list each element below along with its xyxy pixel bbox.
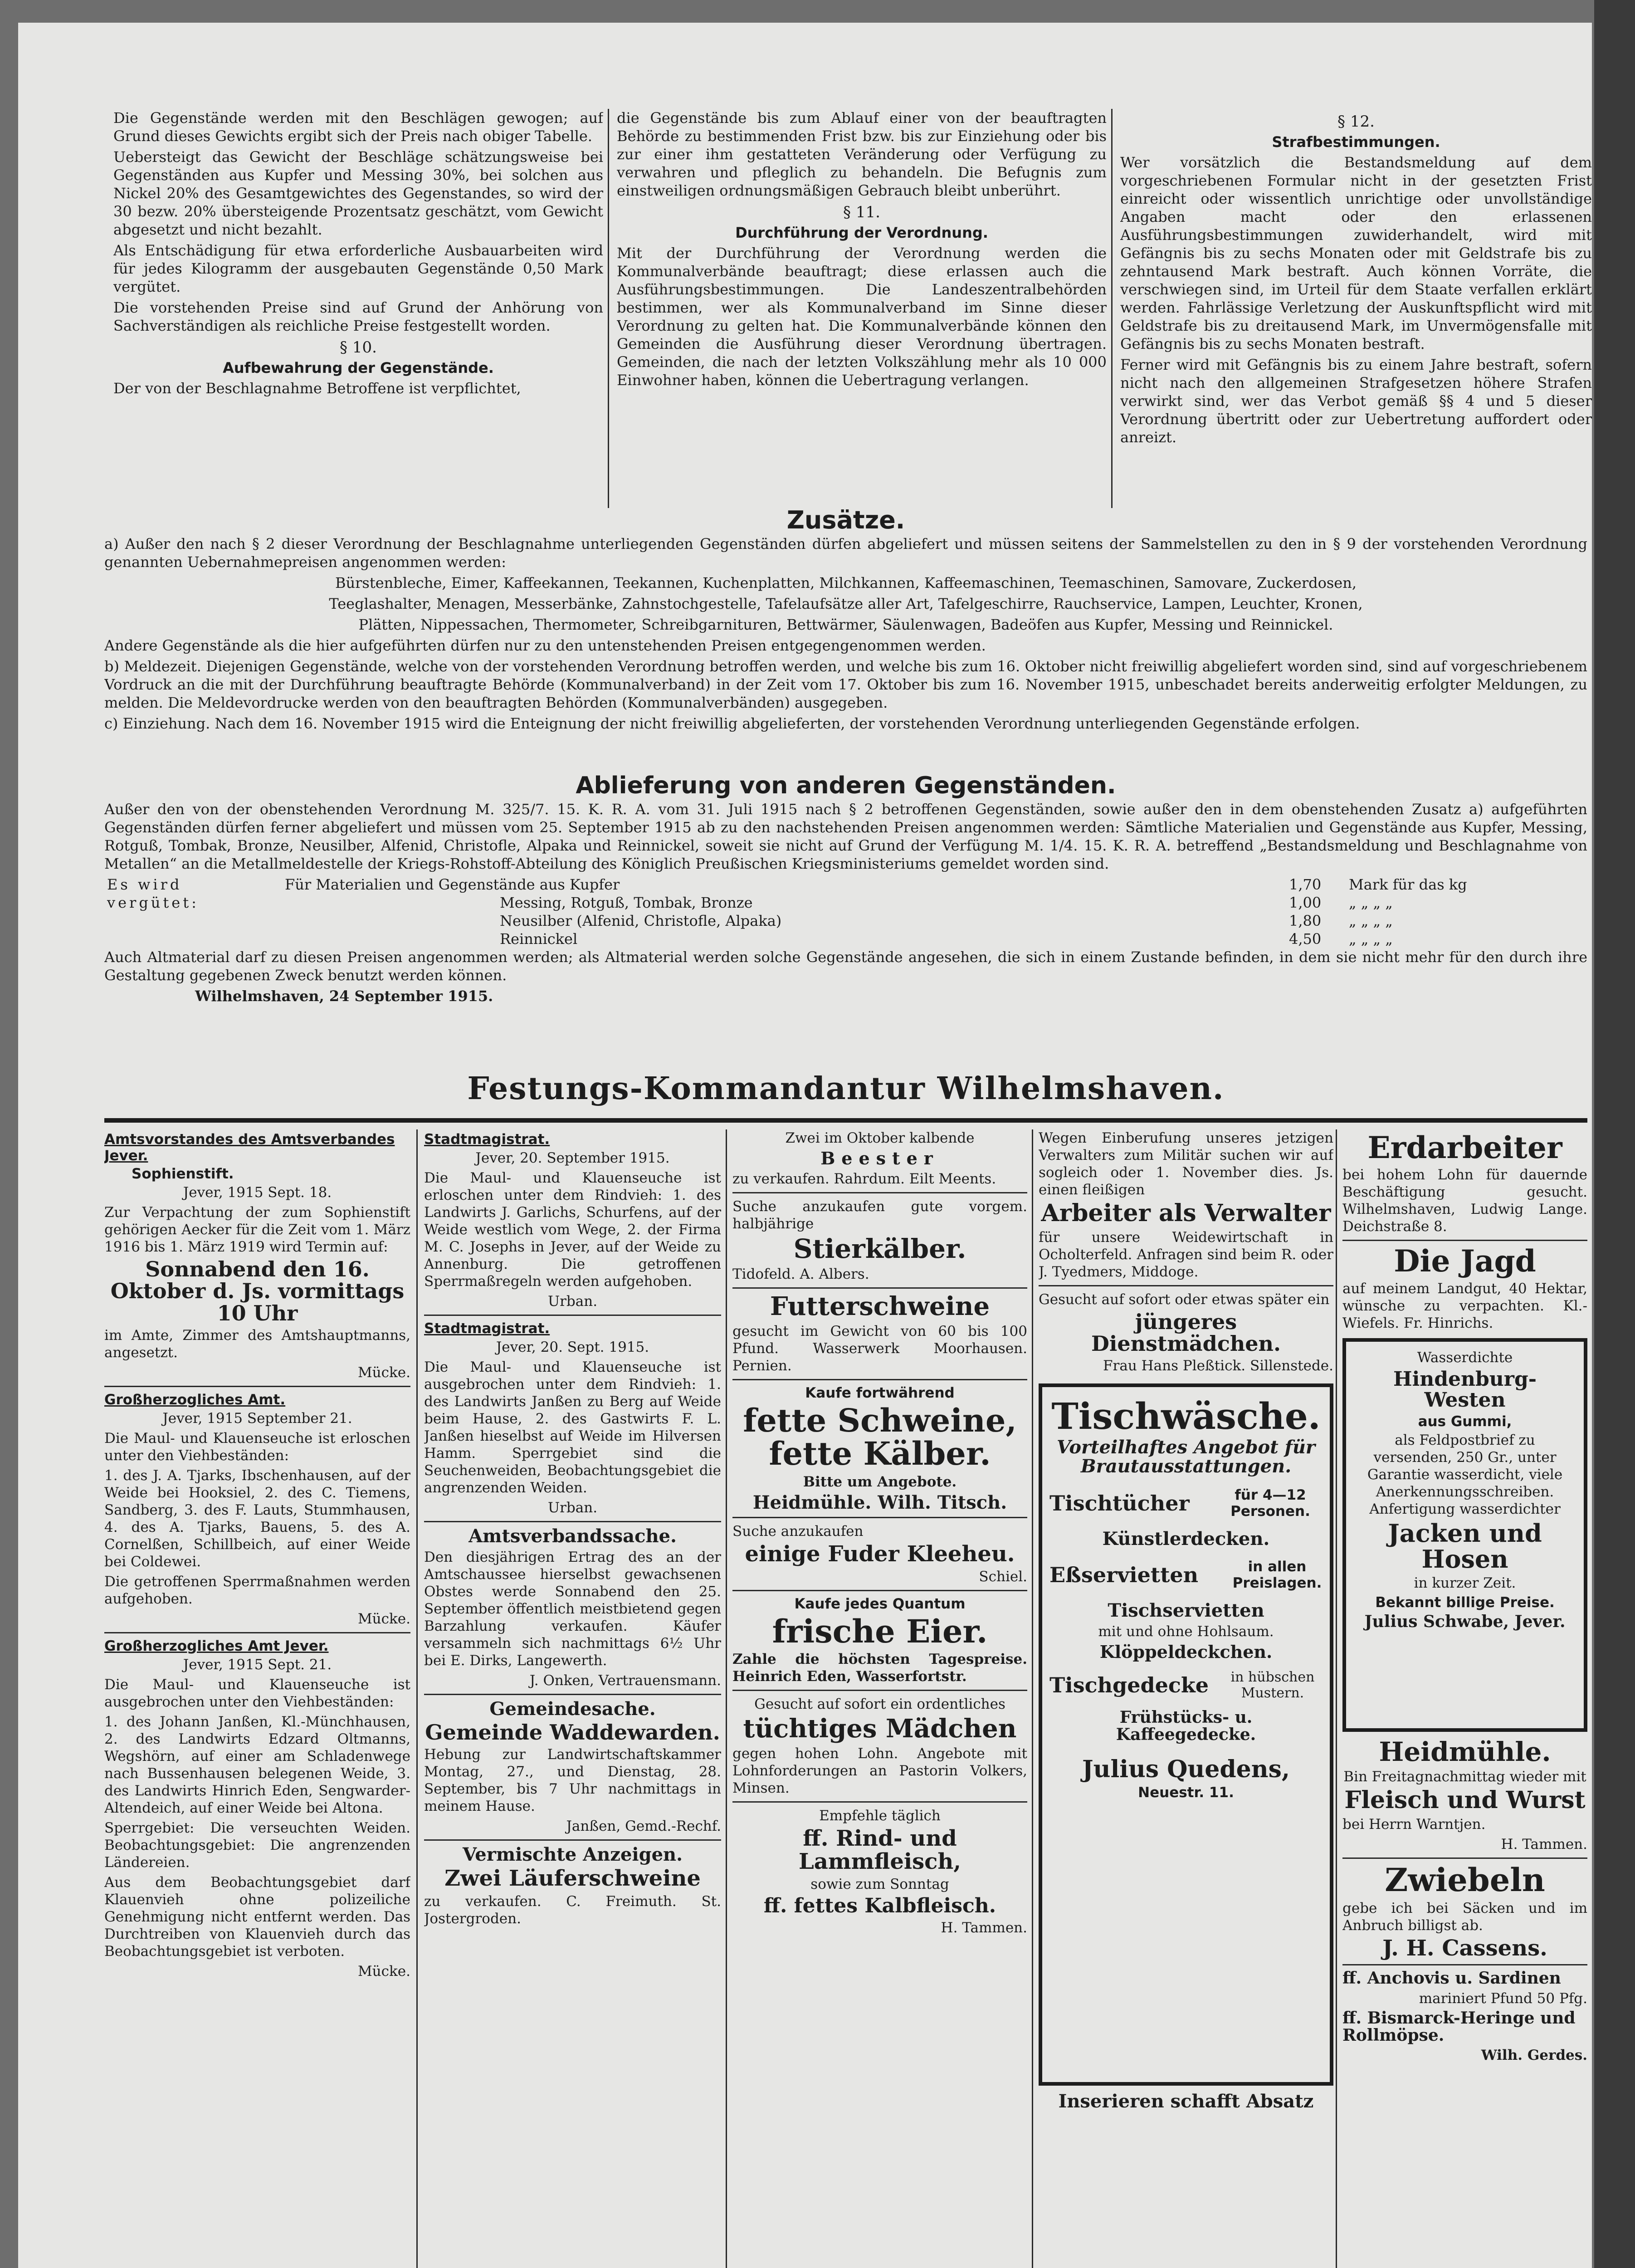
ad-text: 1. des Johann Janßen, Kl.-Münchhausen, 2. des Landwirts Edzard Oltmanns, Wegshörn, auf einer am Schladenwege nach Bussenhausen belegenen Weide, 3. des Landwirts Hinrich Eden, Sengwarder-Altendeich, auf einer Weide bei Altona. bbox=[104, 1713, 410, 1816]
ad-item: Tischservietten bbox=[1108, 1600, 1264, 1622]
ad-text: Die Maul- und Klauenseuche ist erloschen unter dem Rindvieh: 1. des Landwirts J. Garlichs, Schurfens, auf der Weide westlich vom Wege, 2. der Firma M. C. Josephs in Jever, auf der Weide zu Annenburg. Die getroffenen Sperrmaßregeln werden aufgehoben. bbox=[424, 1170, 721, 1290]
ad-headline: jüngeres Dienstmädchen. bbox=[1091, 1309, 1281, 1356]
ad-item: Tischtücher bbox=[1049, 1491, 1190, 1516]
ad-divider bbox=[1342, 1240, 1587, 1241]
ad-text: 1. des J. A. Tjarks, Ibschenhausen, auf der Weide bei Hooksiel, 2. des C. Tiemens, Sandberg, 3. des F. Lauts, Stummhausen, 4. des A. Tjarks, Bauens, 5. des A. Cornelßen, Schillbeich, auf einer Weide bei Coldewei. bbox=[104, 1467, 410, 1570]
ad-headline: Amtsverbandssache. bbox=[469, 1525, 677, 1547]
column-rule bbox=[416, 1129, 418, 2268]
ad-text: Hebung zur Landwirtschaftskammer Montag, 27., und Dienstag, 28. September, bis 7 Uhr nachmittags in meinem Hause. bbox=[424, 1746, 721, 1815]
column-rule bbox=[1111, 109, 1113, 508]
paragraph: Mit der Durchführung der Verordnung werden die Kommunalverbände beauftragt; diese erlassen auch die Ausführungsbestimmungen. Die Landeszentralbehörden bestimmen, wer als Kommunalverband im Sinne dieser Verordnung zu gelten hat. Die Kommunalverbände können den Gemeinden die Ausführung dieser Verordnung übertragen. Gemeinden, die nach der letzten Volkszählung mehr als 10 000 Einwohner haben, können die Uebertragung verlangen. bbox=[617, 244, 1107, 389]
ad-text: Wasserdichte bbox=[1417, 1349, 1513, 1366]
ad-divider bbox=[1342, 1964, 1587, 1965]
ad-divider bbox=[104, 1386, 410, 1387]
ad-date: Jever, 1915 Sept. 21. bbox=[183, 1656, 332, 1673]
paragraph: Andere Gegenstände als die hier aufgeführten dürfen nur zu den untenstehenden Preisen entgegengenommen werden. bbox=[104, 637, 986, 654]
ad-headline: Jacken und Hosen bbox=[1388, 1518, 1542, 1574]
column-rule bbox=[1336, 1129, 1337, 2268]
ad-headline: Gemeinde Waddewarden. bbox=[425, 1720, 720, 1745]
ad-text: Zwei im Oktober kalbende bbox=[785, 1130, 975, 1146]
table-cell: Reinnickel bbox=[500, 930, 578, 948]
paragraph: Die Gegenstände werden mit den Beschlägen gewogen; auf Grund dieses Gewichts ergibt sich der Preis nach obiger Tabelle. bbox=[113, 109, 603, 145]
ad-text: zu verkaufen. Rahrdum. Eilt Meents. bbox=[732, 1170, 996, 1187]
ad-item: Künstlerdecken. bbox=[1102, 1528, 1270, 1550]
item-list: Plätten, Nippessachen, Thermometer, Schreibgarnituren, Bettwärmer, Säulenwagen, Badeöfen aus Kupfer, Messing und Reinnickel. bbox=[358, 616, 1333, 633]
ad-headline: Vermischte Anzeigen. bbox=[462, 1844, 683, 1866]
ad-signature: Janßen, Gemd.-Rechf. bbox=[566, 1818, 721, 1835]
ad-headline: Tischwäsche. bbox=[1051, 1395, 1321, 1438]
ad-signature: Heidmühle. Wilh. Titsch. bbox=[752, 1491, 1007, 1513]
signature-title: Festungs-Kommandantur Wilhelmshaven. bbox=[467, 1070, 1225, 1107]
ad-text: Sperrgebiet: Die verseuchten Weiden. Beobachtungsgebiet: Die angrenzenden Ländereien. bbox=[104, 1819, 410, 1871]
ad-item: Klöppeldeckchen. bbox=[1099, 1642, 1273, 1662]
paragraph: Außer den von der obenstehenden Verordnung M. 325/7. 15. K. R. A. vom 31. Juli 1915 nach § 2 betroffenen Gegenständen, sowie außer den in dem obenstehenden Zusatz a) aufgeführten Gegenständen dürfen ferner abgeliefert und müssen vom 25. September 1915 ab zu den nachstehenden Preisen angenommen werden: Sämtliche Materialien und Gegenstände aus Kupfer, Messing, Rotguß, Tombak, Bronze, Neusilber, Alfenid, Christofle, Alpaka und Reinnickel, soweit sie nicht auf Grund der Verfügung M. 1/4. 15. K. R. A. betreffend „Bestandsmeldung und Beschlagnahme von Metallen“ an die Metallmeldestelle der Kriegs-Rohstoff-Abteilung des Königlich Preußischen Kriegsministeriums gemeldet worden sind. bbox=[104, 801, 1587, 872]
price-table bbox=[104, 875, 1587, 948]
ad-signature: Mücke. bbox=[357, 1364, 410, 1381]
tischwaesche-ad bbox=[1039, 1383, 1333, 2086]
ad-item-note: mit und ohne Hohlsaum. bbox=[1098, 1623, 1274, 1640]
ad-divider bbox=[424, 1315, 721, 1316]
ad-text: mariniert Pfund 50 Pfg. bbox=[1419, 1990, 1587, 2007]
ad-text: Die Maul- und Klauenseuche ist ausgebrochen unter den Viehbeständen: bbox=[104, 1676, 410, 1710]
paragraph: c) Einziehung. Nach dem 16. November 1915 wird die Enteignung der nicht freiwillig abgelieferten, der vorstehenden Verordnung unterliegenden Gegenstände erfolgen. bbox=[104, 715, 1360, 732]
table-cell: „ „ „ „ bbox=[1349, 912, 1393, 929]
table-cell: 1,00 bbox=[1289, 894, 1322, 911]
table-row bbox=[104, 912, 1587, 930]
table-cell: 1,70 bbox=[1289, 876, 1322, 893]
column-rule bbox=[726, 1129, 727, 2268]
table-cell: 4,50 bbox=[1289, 930, 1322, 948]
ad-headline: Futterschweine bbox=[770, 1291, 990, 1321]
ad-text: bei hohem Lohn für dauernde Beschäftigung gesucht. Wilhelmshaven, Ludwig Lange. Deichstraße 8. bbox=[1342, 1167, 1587, 1235]
ad-text: gesucht im Gewicht von 60 bis 100 Pfund. Wasserwerk Moorhausen. Pernien. bbox=[732, 1323, 1027, 1374]
zusaetze-title: Zusätze. bbox=[786, 506, 905, 534]
paragraph: a) Außer den nach § 2 dieser Verordnung der Beschlagnahme unterliegenden Gegenständen dürfen abgeliefert und müssen seitens der Sammelstellen zu den in § 9 der vorstehenden Verordnung genannten Uebernahmepreisen angenommen werden: bbox=[104, 535, 1587, 571]
ad-heading: Kaufe jedes Quantum bbox=[794, 1595, 966, 1612]
section-number: § 12. bbox=[1337, 112, 1375, 131]
ad-headline: Inserieren schafft Absatz bbox=[1058, 2091, 1314, 2112]
paragraph: Ferner wird mit Gefängnis bis zu einem Jahre bestraft, sofern nicht nach den allgemeinen Strafgesetzen höhere Strafen verwirkt sind, wer das Verbot gemäß §§ 4 und 5 dieser Verordnung übertritt oder zur Uebertretung auffordert oder anreizt. bbox=[1120, 356, 1592, 446]
ad-signature: Mücke. bbox=[357, 1963, 410, 1980]
ad-divider bbox=[732, 1590, 1027, 1591]
ad-date: Jever, 20. September 1915. bbox=[475, 1150, 670, 1166]
ad-text: im Amte, Zimmer des Amtshauptmanns, angesetzt. bbox=[104, 1327, 410, 1361]
ad-shop-name: Julius Quedens, bbox=[1082, 1755, 1290, 1783]
ad-item: Frühstücks- u. Kaffeegedecke. bbox=[1116, 1708, 1256, 1744]
ad-headline: ff. Rind- und Lammfleisch, bbox=[799, 1826, 961, 1874]
ad-headline: frische Eier. bbox=[772, 1612, 988, 1650]
ad-item-note: in allen Preislagen. bbox=[1232, 1559, 1322, 1592]
ad-text: Den diesjährigen Ertrag des an der Amtschaussee hierselbst gewachsenen Obstes werde Sonnabend den 25. September öffentlich meistbietend gegen Barzahlung verkaufen. Käufer versammeln sich nachmittags 6½ Uhr bei E. Dirks, Langewerth. bbox=[424, 1549, 721, 1669]
ad-heading: Stadtmagistrat. bbox=[424, 1320, 550, 1337]
ad-headline: Die Jagd bbox=[1394, 1243, 1536, 1279]
ad-signature: Urban. bbox=[547, 1293, 598, 1310]
ad-heading: Stadtmagistrat. bbox=[424, 1131, 550, 1148]
ad-heading: Kaufe fortwährend bbox=[805, 1384, 955, 1401]
hindenburg-westen-ad bbox=[1342, 1338, 1587, 1732]
ad-heading: Großherzogliches Amt. bbox=[104, 1391, 286, 1408]
paragraph: Wer vorsätzlich die Bestandsmeldung auf dem vorgeschriebenen Formular nicht in der gesetzten Frist einreicht oder wissentlich unrichtige oder unvollständige Angaben macht oder den erlassenen Ausführungsbestimmungen zuwiderhandelt, wird mit Gefängnis bis zu sechs Monaten oder mit Geldstrafe bis zu zehntausend Mark bestraft. Auch können Vorräte, die verschwiegen sind, im Urteil für dem Staate verfallen erklärt werden. Fahrlässige Verletzung der Auskunftspflicht wird mit Geldstrafe bis zu dreitausend Mark, im Unvermögensfalle mit Gefängnis bis zu sechs Monaten bestraft. bbox=[1120, 154, 1592, 352]
ad-address: Neuestr. 11. bbox=[1138, 1784, 1234, 1801]
ads-column-5 bbox=[1342, 1129, 1587, 2268]
ad-headline: Erdarbeiter bbox=[1367, 1130, 1562, 1165]
ad-signature: H. Tammen. bbox=[1501, 1836, 1587, 1853]
table-cell: Für Materialien und Gegenstände aus Kupfer bbox=[285, 876, 620, 893]
ad-date: Jever, 20. Sept. 1915. bbox=[496, 1339, 649, 1355]
ads-column-1 bbox=[104, 1129, 410, 2268]
paragraph: b) Meldezeit. Diejenigen Gegenstände, welche von der vorstehenden Verordnung betroffen werden, und welche bis zum 16. Oktober nicht freiwillig abgeliefert worden sind, sind auf vorgeschriebenem Vordruck an die mit der Durchführung beauftragte Behörde (Kommunalverband) in der Zeit vom 17. Oktober bis zum 16. November 1915, unbeschadet bereits anderweitig erfolgter Meldungen, zu melden. Die Meldevordrucke werden von den beauftragten Behörden (Kommunalverbänden) ausgegeben. bbox=[104, 658, 1587, 711]
section-number: § 10. bbox=[340, 338, 377, 357]
section-heading: Aufbewahrung der Gegenstände. bbox=[223, 359, 494, 376]
ad-signature: J. H. Cassens. bbox=[1382, 1935, 1547, 1961]
ad-item: Tischgedecke bbox=[1049, 1672, 1209, 1697]
ad-date: Jever, 1915 September 21. bbox=[162, 1410, 352, 1427]
ad-headline: einige Fuder Kleeheu. bbox=[745, 1541, 1015, 1567]
ad-heading: Amtsvorstandes des Amtsverbandes Jever. bbox=[104, 1131, 395, 1164]
ad-divider bbox=[424, 1839, 721, 1841]
ad-headline: Zwei Läuferschweine bbox=[444, 1866, 701, 1892]
ad-item: Eßservietten bbox=[1049, 1563, 1199, 1588]
ad-divider bbox=[1039, 1285, 1333, 1286]
page-edge-shadow bbox=[1594, 0, 1635, 2268]
ad-text: Zahle die höchsten Tagespreise. Heinrich Eden, Wasserfortstr. bbox=[732, 1651, 1027, 1685]
ad-divider bbox=[104, 1632, 410, 1633]
ad-text: aus Gummi, bbox=[1418, 1413, 1512, 1430]
ad-divider bbox=[732, 1690, 1027, 1691]
newspaper-page bbox=[18, 23, 1592, 2268]
ad-text: Suche anzukaufen bbox=[732, 1523, 864, 1540]
ad-headline: Heidmühle. bbox=[1379, 1736, 1551, 1767]
ad-text: in kurzer Zeit. bbox=[1414, 1575, 1516, 1592]
ad-headline: ff. Anchovis u. Sardinen bbox=[1342, 1968, 1561, 1988]
ad-row bbox=[1049, 1557, 1323, 1593]
ad-divider bbox=[732, 1192, 1027, 1193]
ad-headline: Gemeindesache. bbox=[489, 1698, 656, 1720]
ablieferung-section bbox=[104, 771, 1587, 1089]
ad-text: gebe ich bei Säcken und im Anbruch billigst ab. bbox=[1342, 1900, 1587, 1934]
ablieferung-title: Ablieferung von anderen Gegenständen. bbox=[576, 772, 1116, 799]
ad-divider bbox=[424, 1521, 721, 1522]
ad-headline: ff. Bismarck-Heringe und Rollmöpse. bbox=[1342, 2008, 1576, 2045]
ad-signature: Frau Hans Pleßtick. Sillenstede. bbox=[1103, 1358, 1333, 1374]
ad-headline: Hindenburg-Westen bbox=[1393, 1367, 1537, 1412]
ad-row bbox=[1049, 1485, 1323, 1521]
ad-text: auf meinem Landgut, 40 Hektar, wünsche zu verpachten. Kl.-Wiefels. Fr. Hinrichs. bbox=[1342, 1280, 1587, 1331]
ad-text: Gesucht auf sofort oder etwas später ein bbox=[1039, 1291, 1330, 1308]
table-cell: „ „ „ „ bbox=[1349, 894, 1393, 911]
ad-headline: fette Schweine, fette Kälber. bbox=[743, 1401, 1017, 1473]
ads-column-3 bbox=[732, 1129, 1027, 2268]
price-intro: Es wird vergütet: bbox=[107, 876, 199, 911]
zusaetze-section bbox=[104, 506, 1587, 773]
ad-text: als Feldpostbrief zu versenden, 250 Gr., unter Garantie wasserdicht, viele Anerkennungsschreiben. Anfertigung wasserdichter bbox=[1367, 1432, 1563, 1517]
ad-headline: Beester bbox=[820, 1148, 939, 1168]
section-rule bbox=[104, 1118, 1587, 1123]
table-row bbox=[104, 875, 1587, 894]
ad-headline: Sonnabend den 16. Oktober d. Js. vormittags 10 Uhr bbox=[110, 1257, 405, 1325]
column-rule bbox=[608, 109, 609, 508]
ad-row bbox=[1049, 1669, 1323, 1701]
paragraph: Die vorstehenden Preise sind auf Grund der Anhörung von Sachverständigen als reichliche Preise festgestellt worden. bbox=[113, 299, 603, 334]
table-cell: Mark für das kg bbox=[1349, 876, 1467, 893]
ad-divider bbox=[732, 1287, 1027, 1289]
ad-signature: Urban. bbox=[547, 1500, 598, 1516]
column-rule bbox=[1032, 1129, 1033, 2268]
ad-signature: J. Onken, Vertrauensmann. bbox=[529, 1672, 721, 1689]
ad-headline: tüchtiges Mädchen bbox=[743, 1714, 1017, 1744]
paragraph: die Gegenstände bis zum Ablauf einer von der beauftragten Behörde zu bestimmenden Frist bzw. bis zur Einziehung oder bis zur einer ihm gestatteten Veränderung oder Verfügung zu verwahren und pfleglich zu behandeln. Die Befugnis zum einstweiligen ordnungsmäßigen Gebrauch bleibt unberührt. bbox=[617, 109, 1107, 199]
table-cell: Neusilber (Alfenid, Christofle, Alpaka) bbox=[500, 912, 782, 929]
ads-column-4 bbox=[1039, 1129, 1333, 2268]
item-list: Teeglashalter, Menagen, Messerbänke, Zahnstochgestelle, Tafelaufsätze aller Art, Tafelgeschirre, Rauchservice, Lampen, Leuchter, Kronen, bbox=[329, 595, 1363, 612]
ads-column-2 bbox=[424, 1129, 721, 2268]
ad-text: zu verkaufen. C. Freimuth. St. Jostergroden. bbox=[424, 1893, 721, 1927]
table-row bbox=[104, 930, 1587, 948]
ad-headline: Stierkälber. bbox=[793, 1233, 966, 1264]
table-cell: „ „ „ „ bbox=[1349, 930, 1393, 948]
ad-signature: Tidofeld. A. Albers. bbox=[732, 1266, 869, 1282]
ad-text: gegen hohen Lohn. Angebote mit Lohnforderungen an Pastorin Volkers, Minsen. bbox=[732, 1745, 1027, 1797]
ad-text: Die getroffenen Sperrmaßnahmen werden aufgehoben. bbox=[104, 1573, 410, 1607]
ad-signature: Wilh. Gerdes. bbox=[1481, 2047, 1587, 2064]
ad-text: Wegen Einberufung unseres jetzigen Verwalters zum Militär suchen wir auf sogleich oder 1. November dies. Js. einen fleißigen bbox=[1039, 1130, 1333, 1198]
paragraph: Auch Altmaterial darf zu diesen Preisen angenommen werden; als Altmaterial werden solche Gegenstände angesehen, die sich in einem Zustande befinden, in dem sie nicht mehr für den durch ihre Gestaltung gegebenen Zweck benutzt werden können. bbox=[104, 948, 1587, 984]
section-heading: Durchführung der Verordnung. bbox=[735, 224, 988, 241]
ad-divider bbox=[732, 1801, 1027, 1803]
table-cell: Messing, Rotguß, Tombak, Bronze bbox=[500, 894, 753, 911]
section-number: § 11. bbox=[843, 203, 880, 221]
ad-text: für unsere Weidewirtschaft in Ocholterfeld. Anfragen sind beim R. oder J. Tyedmers, Middoge. bbox=[1039, 1229, 1333, 1280]
ad-text: Bin Freitagnachmittag wieder mit bbox=[1343, 1769, 1586, 1785]
table-cell: 1,80 bbox=[1289, 912, 1322, 929]
ad-text: sowie zum Sonntag bbox=[810, 1876, 949, 1893]
ad-text: Die Maul- und Klauenseuche ist erloschen unter den Viehbeständen: bbox=[104, 1430, 410, 1464]
ad-subheadline: Vorteilhaftes Angebot für Brautausstattungen. bbox=[1057, 1437, 1315, 1477]
ad-text: Suche anzukaufen gute vorgem. halbjährige bbox=[732, 1198, 1027, 1232]
ad-divider bbox=[732, 1517, 1027, 1518]
ad-item-note: für 4—12 Personen. bbox=[1230, 1487, 1310, 1520]
ad-divider bbox=[732, 1379, 1027, 1380]
ad-text: Bekannt billige Preise. bbox=[1375, 1594, 1555, 1611]
paragraph: Als Entschädigung für etwa erforderliche Ausbauarbeiten wird für jedes Kilogramm der ausgebauten Gegenstände 0,50 Mark vergütet. bbox=[113, 242, 603, 295]
dateline: Wilhelmshaven, 24 September 1915. bbox=[195, 987, 493, 1005]
ad-text: Zur Verpachtung der zum Sophienstift gehörigen Aecker für die Zeit vom 1. März 1916 bis 1. März 1919 wird Termin auf: bbox=[104, 1204, 410, 1255]
ad-headline: Arbeiter als Verwalter bbox=[1041, 1199, 1331, 1227]
ad-subheading: Sophienstift. bbox=[132, 1166, 234, 1182]
ad-text: Die Maul- und Klauenseuche ist ausgebrochen unter dem Rindvieh: 1. des Landwirts Janßen zu Berg auf Weide beim Hause, 2. des Gastwirts F. L. Janßen hieselbst auf Weide im Hilversen Hamm. Sperrgebiet sind die Seuchenweiden, Beobachtungsgebiet die angrenzenden Weiden. bbox=[424, 1359, 721, 1496]
ad-signature: Julius Schwabe, Jever. bbox=[1364, 1612, 1566, 1632]
ad-signature: H. Tammen. bbox=[941, 1920, 1027, 1936]
column-2 bbox=[617, 109, 1107, 517]
ad-headline: Fleisch und Wurst bbox=[1344, 1786, 1586, 1814]
paragraph: Der von der Beschlagnahme Betroffene ist verpflichtet, bbox=[113, 380, 521, 397]
ad-text: Gesucht auf sofort ein ordentliches bbox=[754, 1696, 1005, 1713]
ad-divider bbox=[1342, 1857, 1587, 1859]
ad-date: Jever, 1915 Sept. 18. bbox=[183, 1184, 332, 1201]
ad-signature: Mücke. bbox=[357, 1610, 410, 1627]
column-1 bbox=[113, 109, 603, 517]
ad-text: Empfehle täglich bbox=[819, 1808, 941, 1824]
ad-text: Bitte um Angebote. bbox=[803, 1473, 957, 1490]
ad-text: Aus dem Beobachtungsgebiet darf Klauenvieh ohne polizeiliche Genehmigung nicht entfernt werden. Das Durchtreiben von Klauenvieh durch das Beobachtungsgebiet ist verboten. bbox=[104, 1874, 410, 1960]
table-row bbox=[104, 894, 1587, 912]
ad-headline: Zwiebeln bbox=[1385, 1861, 1545, 1899]
ad-signature: Schiel. bbox=[979, 1568, 1027, 1585]
ad-headline: ff. fettes Kalbfleisch. bbox=[763, 1894, 996, 1918]
item-list: Bürstenbleche, Eimer, Kaffeekannen, Teekannen, Kuchenplatten, Milchkannen, Kaffeemaschinen, Teemaschinen, Samovare, Zuckerdosen, bbox=[335, 574, 1357, 591]
column-3 bbox=[1120, 109, 1592, 517]
section-heading: Strafbestimmungen. bbox=[1272, 133, 1440, 151]
paragraph: Uebersteigt das Gewicht der Beschläge schätzungsweise bei Gegenständen aus Kupfer und Messing 30%, bei solchen aus Nickel 20% des Gesamtgewichtes des Gegenstandes, so wird der 30 bezw. 20% übersteigende Prozentsatz geschätzt, vom Gewicht abgesetzt und nicht bezahlt. bbox=[113, 148, 603, 238]
ad-item-note: in hübschen Mustern. bbox=[1230, 1669, 1315, 1701]
ad-heading: Großherzogliches Amt Jever. bbox=[104, 1637, 329, 1654]
ad-divider bbox=[424, 1694, 721, 1695]
ad-text: bei Herrn Warntjen. bbox=[1342, 1816, 1486, 1833]
